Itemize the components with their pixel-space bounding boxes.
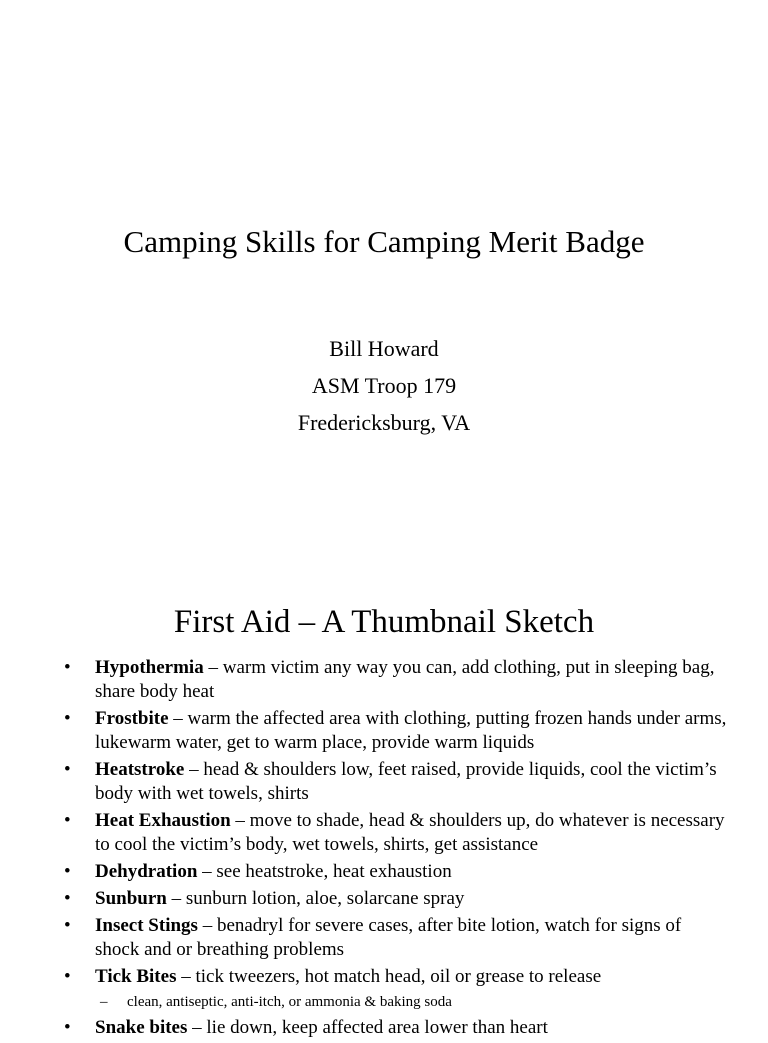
author-location: Fredericksburg, VA [297, 410, 471, 435]
list-item [0, 965, 768, 989]
term: Frostbite [95, 708, 169, 729]
term: Tick Bites [95, 966, 177, 987]
term: Insect Stings [95, 915, 198, 936]
list-item-cut [0, 1016, 768, 1040]
description: – lie down, keep affected area lower than heart [187, 1017, 548, 1038]
first-aid-title: First Aid – A Thumbnail Sketch [173, 604, 595, 640]
description: – benadryl for severe cases, after bite lotion, watch for signs of shock and or breathing problems [95, 915, 682, 960]
term: Heat Exhaustion [95, 810, 231, 831]
author-name: Bill Howard [329, 336, 439, 361]
author-troop: ASM Troop 179 [311, 373, 457, 398]
description: – warm the affected area with clothing, putting frozen hands under arms, lukewarm water, get to warm place, provide warm liquids [95, 708, 727, 753]
description: – warm victim any way you can, add clothing, put in sleeping bag, share body heat [95, 657, 715, 702]
list-item [0, 809, 768, 857]
description: – tick tweezers, hot match head, oil or grease to release [176, 966, 602, 987]
list-item [0, 656, 768, 704]
description: – see heatstroke, heat exhaustion [197, 861, 452, 882]
list-item [0, 860, 768, 884]
description: – sunburn lotion, aloe, solarcane spray [166, 888, 465, 909]
description: – head & shoulders low, feet raised, provide liquids, cool the victim’s body with wet towels, shirts [95, 759, 717, 804]
term: Heatstroke [95, 759, 185, 780]
term: Hypothermia [95, 657, 204, 678]
list-item [0, 707, 768, 755]
term: Snake bites [95, 1017, 188, 1038]
slide-title: Camping Skills for Camping Merit Badge [123, 224, 645, 259]
description: – move to shade, head & shoulders up, do whatever is necessary to cool the victim’s body, wet towels, shirts, get assistance [95, 810, 725, 855]
author-block [0, 330, 768, 441]
term: Dehydration [95, 861, 198, 882]
list-item [0, 887, 768, 911]
sub-list-item: – clean, antiseptic, anti-itch, or ammonia & baking soda [0, 992, 768, 1012]
list-item [0, 914, 768, 962]
list-item [0, 758, 768, 806]
term: Sunburn [95, 888, 167, 909]
first-aid-list [0, 656, 768, 1043]
